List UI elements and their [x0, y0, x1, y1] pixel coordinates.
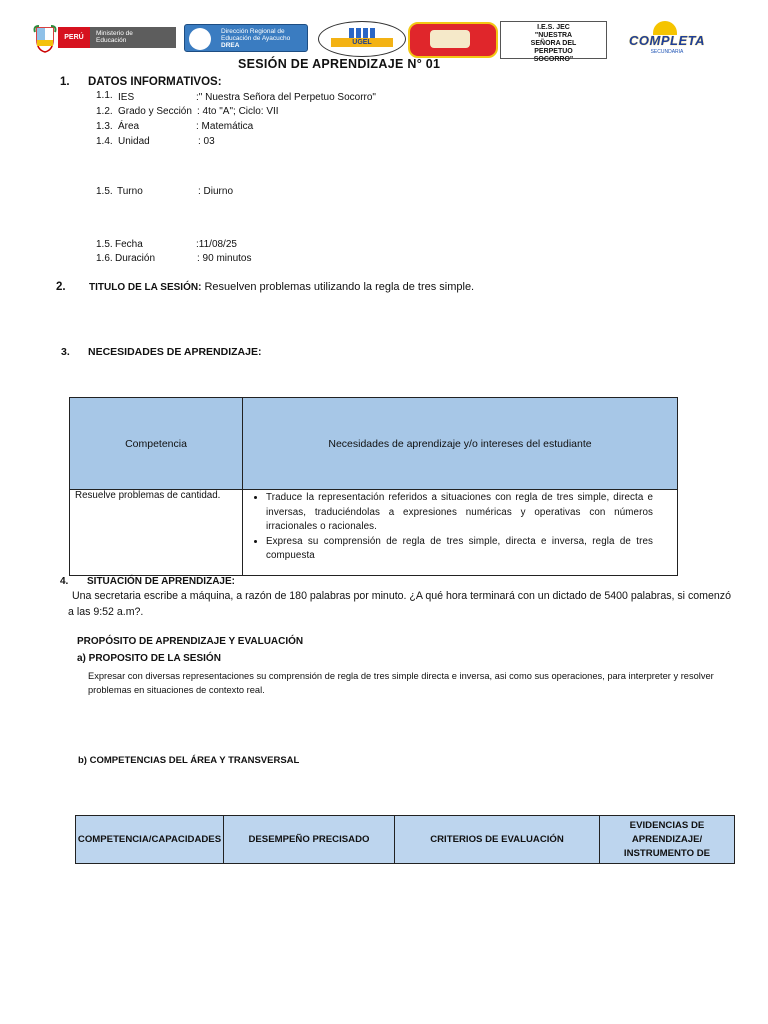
item-value: :" Nuestra Señora del Perpetuo Socorro"	[196, 92, 376, 103]
ugel-bars-icon	[349, 28, 375, 38]
proposito-sub-a: a) PROPOSITO DE LA SESIÓN	[77, 653, 221, 664]
section3-number: 3.	[61, 346, 70, 358]
competencia-cell: Resuelve problemas de cantidad.	[70, 490, 243, 576]
item-value: : Matemática	[196, 121, 254, 132]
section1-number: 1.	[60, 76, 70, 88]
minedu-logo	[90, 27, 176, 48]
header-desempeno: DESEMPEÑO PRECISADO	[224, 816, 395, 864]
dra-line2: Educación de Ayacucho	[221, 35, 291, 42]
dre-ayacucho-logo	[184, 24, 308, 52]
item-label: Fecha	[115, 239, 143, 250]
item-number: 1.1.	[96, 90, 113, 101]
necesidades-list	[249, 491, 653, 564]
header-evidencias: EVIDENCIAS DE APRENDIZAJE/ INSTRUMENTO DE	[600, 816, 735, 864]
table-row	[70, 490, 678, 576]
item-value: : Diurno	[198, 186, 234, 197]
list-item: • Traduce la representación referidos a situaciones con regla de tres simple, directa e inversas, traduciéndolas a expresiones numéricas y operativas con números irracionales o racionales.	[266, 491, 653, 535]
header-necesidades: Necesidades de aprendizaje y/o intereses del estudiante	[243, 398, 678, 490]
list-item: • Expresa su comprensión de regla de tres simple, directa e inversa, regla de tres compuesta	[266, 535, 653, 564]
jornada-completa-logo	[615, 21, 719, 55]
item-label: Duración	[115, 253, 156, 264]
item-number: 1.5.	[96, 239, 113, 250]
section4-number: 4.	[60, 576, 69, 587]
item-number: 1.3.	[96, 121, 113, 132]
header-criterios: CRITERIOS DE EVALUACIÓN	[395, 816, 600, 864]
ies-jec-logo	[500, 21, 607, 63]
school-crest-logo	[408, 22, 498, 58]
page-title: SESIÓN DE APRENDIZAJE N° 01	[238, 57, 441, 71]
section2-line	[89, 281, 474, 293]
proposito-text: Expresar con diversas representaciones su comprensión de regla de tres simple directa e inversa, asi como sus operaciones, para interpreter y resolver problemas en situaciones de contexto real.	[88, 671, 714, 695]
school-building-icon	[430, 30, 470, 48]
dre-seal-icon	[189, 28, 211, 50]
ies-line5: SOCORRO"	[533, 56, 574, 63]
section1-heading: DATOS INFORMATIVOS:	[88, 76, 222, 88]
table-header-row	[76, 816, 735, 864]
section4-heading: SITUACIÓN DE APRENDIZAJE:	[87, 576, 235, 587]
ies-line1: I.E.S. JEC	[537, 24, 570, 31]
necesidades-table	[69, 397, 678, 576]
session-title: Resuelven problemas utilizando la regla de tres simple.	[201, 281, 475, 293]
peru-label: PERÚ	[64, 34, 84, 41]
header-competencia: Competencia	[70, 398, 243, 490]
jec-word: COMPLETA	[629, 33, 705, 48]
necesidades-cell	[243, 490, 678, 576]
minedu-label: Ministerio de Educación	[96, 30, 133, 44]
proposito-heading: PROPÓSITO DE APRENDIZAJE Y EVALUACIÓN	[77, 636, 304, 647]
ies-line3: SEÑORA DEL	[530, 40, 577, 47]
peru-brand-box	[58, 27, 90, 48]
ies-line4: PERPETUO	[534, 48, 573, 55]
item-label: Unidad	[118, 136, 150, 147]
item-label: Turno	[117, 186, 143, 197]
competencias-table	[75, 815, 735, 864]
dra-line3: DREA	[221, 42, 240, 49]
item-label: IES	[118, 92, 135, 103]
ugel-label: UGEL	[331, 38, 393, 47]
ies-line2: "NUESTRA	[534, 32, 573, 39]
item-number: 1.5.	[96, 186, 113, 197]
jec-sub: SECUNDARIA	[650, 49, 684, 55]
competencias-heading: b) COMPETENCIAS DEL ÁREA Y TRANSVERSAL	[78, 755, 300, 766]
item-value: : 03	[198, 136, 215, 147]
item-number: 1.4.	[96, 136, 113, 147]
ugel-logo	[318, 21, 406, 57]
situacion-text: Una secretaria escribe a máquina, a razón de 180 palabras por minuto. ¿A qué hora terminará con un dictado de 5400 palabras, si comenzó a las 9:52 a.m?.	[68, 590, 731, 618]
section2-heading: TITULO DE LA SESIÓN:	[89, 282, 202, 293]
item-number: 1.2.	[96, 106, 113, 117]
item-label: Área	[118, 121, 140, 132]
item-number: 1.6.	[96, 253, 113, 264]
item-value: :11/08/25	[196, 239, 237, 250]
item-label: Grado y Sección	[118, 106, 192, 117]
section3-heading: NECESIDADES DE APRENDIZAJE:	[88, 346, 262, 358]
section2-number: 2.	[56, 281, 66, 293]
peru-coat-of-arms-icon	[33, 24, 57, 54]
item-value: : 90 minutos	[197, 253, 252, 264]
table-header-row	[70, 398, 678, 490]
header-competencia-capacidades: COMPETENCIA/CAPACIDADES	[76, 816, 224, 864]
item-value: : 4to "A"; Ciclo: VII	[197, 106, 279, 117]
dra-line1: Dirección Regional de	[221, 28, 285, 35]
